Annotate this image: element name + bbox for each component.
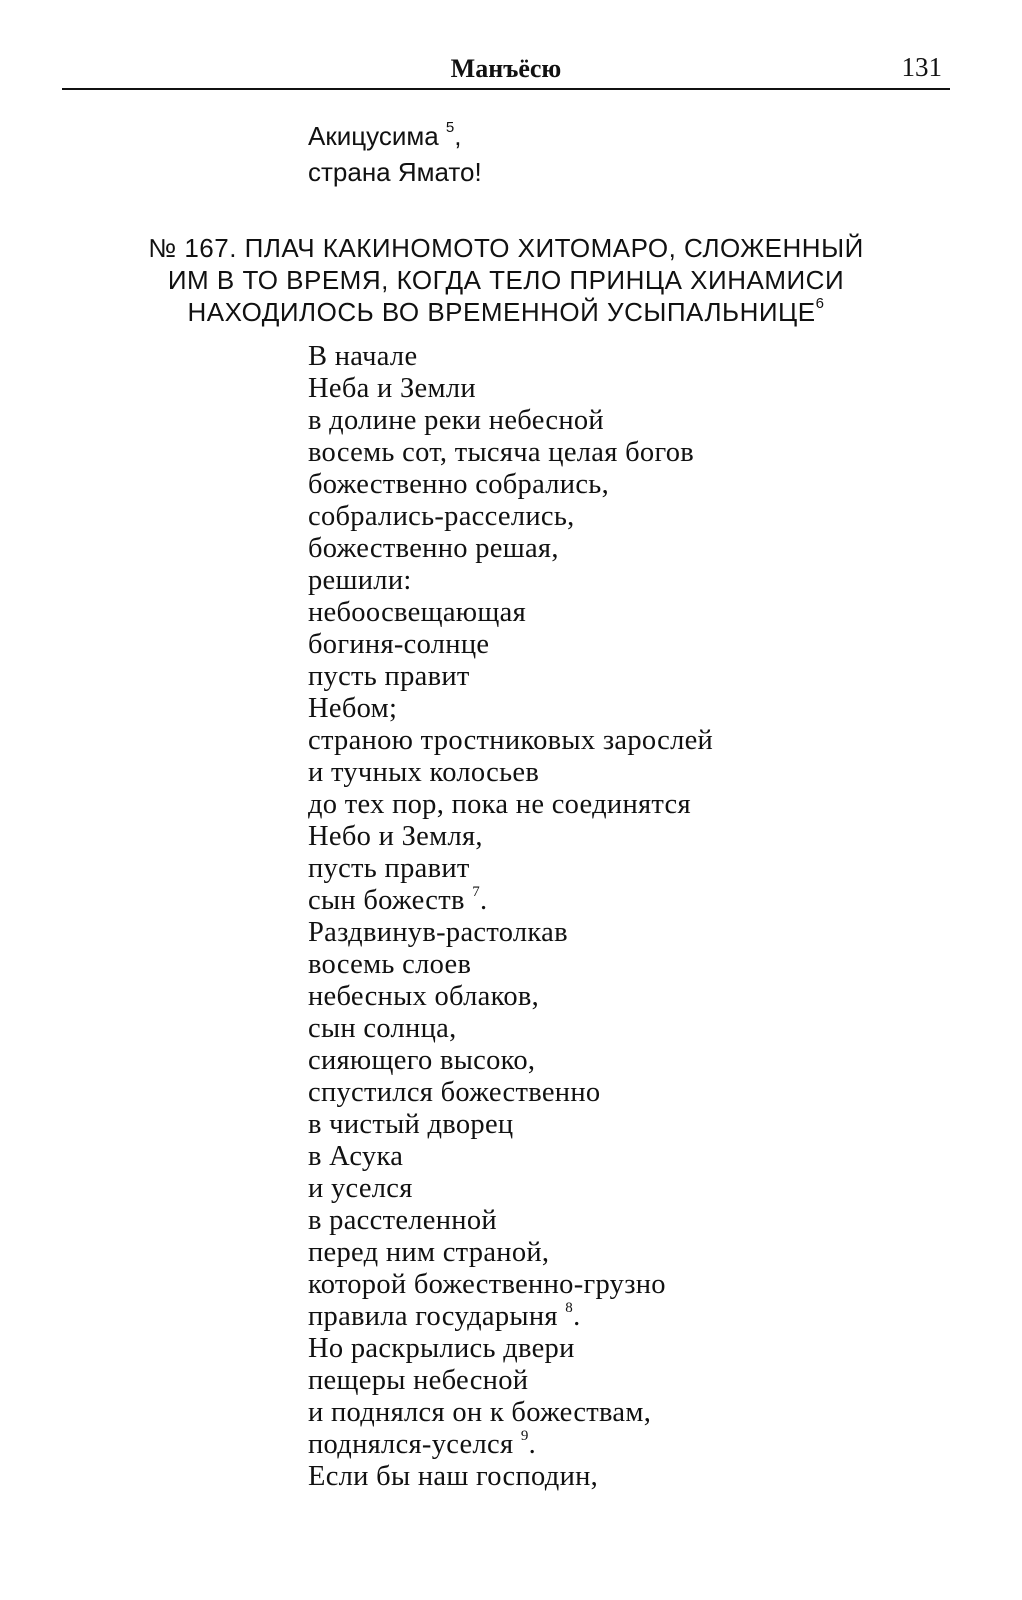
verse-line (308, 1333, 713, 1365)
verse-line-text: в чистый дворец (308, 1109, 514, 1140)
footnote-marker: 8 (565, 1299, 574, 1316)
verse-line (308, 1365, 713, 1397)
verse-line (308, 373, 713, 405)
verse-line (308, 533, 713, 565)
verse-line-text: Неба и Земли (308, 373, 476, 404)
title-line (62, 296, 950, 328)
verse-line (308, 341, 713, 373)
verse-line-text: в расстеленной (308, 1205, 497, 1236)
verse-line (308, 757, 713, 789)
verse-line-text: до тех пор, пока не соединятся (308, 789, 691, 820)
verse-line-text: сияющего высоко, (308, 1045, 536, 1076)
verse-line (308, 693, 713, 725)
verse-line-text: небесных облаков, (308, 981, 540, 1012)
verse-line-text: пещеры небесной (308, 1365, 529, 1396)
verse-line-text: божественно собрались, (308, 469, 610, 500)
verse-line-text: В начале (308, 341, 418, 372)
verse-line-text: Акицусима (308, 121, 446, 151)
previous-poem-ending (308, 118, 482, 190)
title-line (62, 232, 950, 264)
trailing-punctuation: . (480, 885, 488, 916)
verse-line (308, 885, 713, 917)
verse-line (308, 1397, 713, 1429)
verse-line-text: богиня-солнце (308, 629, 490, 660)
title-line-text: ИМ В ТО ВРЕМЯ, КОГДА ТЕЛО ПРИНЦА ХИНАМИСИ (167, 265, 845, 295)
verse-line-text: Если бы наш господин, (308, 1461, 599, 1492)
verse-line (308, 949, 713, 981)
verse-line-text: и уселся (308, 1173, 413, 1204)
verse-line (308, 469, 713, 501)
verse-line-text: страна Ямато! (308, 157, 482, 187)
verse-line-text: Небо и Земля, (308, 821, 483, 852)
verse-line-text: в долине реки небесной (308, 405, 604, 436)
verse-line (308, 1173, 713, 1205)
verse-line-text: и поднялся он к божествам, (308, 1397, 652, 1428)
verse-line-text: в Асука (308, 1141, 404, 1172)
verse-line (308, 1013, 713, 1045)
verse-line-text: и тучных колосьев (308, 757, 540, 788)
verse-line-text: пусть правит (308, 661, 470, 692)
verse-line (308, 437, 713, 469)
verse-line (308, 1269, 713, 1301)
verse-line (308, 1045, 713, 1077)
title-line-text: № 167. ПЛАЧ КАКИНОМОТО ХИТОМАРО, СЛОЖЕННЫЙ (148, 233, 864, 263)
trailing-punctuation: . (528, 1429, 537, 1460)
page-number: 131 (901, 52, 942, 82)
verse-line (308, 1237, 713, 1269)
verse-line (308, 629, 713, 661)
verse-line-text: небоосвещающая (308, 597, 526, 628)
verse-line-text: которой божественно-грузно (308, 1269, 666, 1300)
verse-line (308, 565, 713, 597)
verse-line (308, 1109, 713, 1141)
footnote-marker: 5 (445, 119, 455, 137)
verse-line (308, 1429, 713, 1461)
footnote-marker: 9 (520, 1427, 529, 1444)
verse-line-text: Раздвинув-растолкав (308, 917, 568, 948)
verse-line-text: Но раскрылись двери (308, 1333, 575, 1364)
verse-line-text: решили: (308, 565, 412, 596)
verse-line-text: сын божеств (308, 885, 473, 916)
verse-line (308, 917, 713, 949)
trailing-punctuation: , (454, 121, 462, 151)
verse-line (308, 661, 713, 693)
title-line-text: НАХОДИЛОСЬ ВО ВРЕМЕННОЙ УСЫПАЛЬНИЦЕ (187, 297, 816, 327)
verse-line-text: божественно решая, (308, 533, 559, 564)
footnote-marker: 7 (472, 883, 480, 900)
verse-line (308, 853, 713, 885)
verse-line-text: сын солнца, (308, 1013, 457, 1044)
poem-body (308, 341, 713, 1493)
verse-line (308, 1461, 713, 1493)
verse-line-text: перед ним страной, (308, 1237, 550, 1268)
verse-line (308, 1077, 713, 1109)
verse-line (308, 118, 482, 154)
verse-line-text: восемь слоев (308, 949, 472, 980)
verse-line-text: Небом; (308, 693, 398, 724)
verse-line-text: пусть правит (308, 853, 470, 884)
verse-line (308, 1301, 713, 1333)
verse-line (308, 154, 482, 190)
verse-line (308, 981, 713, 1013)
verse-line (308, 789, 713, 821)
title-line (62, 264, 950, 296)
verse-line (308, 1141, 713, 1173)
verse-line (308, 725, 713, 757)
verse-line-text: поднялся-уселся (308, 1429, 521, 1460)
verse-line-text: правила государыня (308, 1301, 566, 1332)
trailing-punctuation: . (573, 1301, 581, 1332)
poem-title (62, 232, 950, 328)
footnote-marker: 6 (815, 295, 825, 313)
verse-line-text: восемь сот, тысяча целая богов (308, 437, 695, 468)
verse-line-text: спустился божественно (308, 1077, 601, 1108)
running-title: Манъёсю (450, 54, 562, 83)
page-header (62, 52, 950, 90)
verse-line (308, 1205, 713, 1237)
verse-line (308, 501, 713, 533)
verse-line (308, 597, 713, 629)
verse-line-text: собрались-расселись, (308, 501, 575, 532)
verse-line (308, 821, 713, 853)
verse-line (308, 405, 713, 437)
verse-line-text: страною тростниковых зарослей (308, 725, 714, 756)
